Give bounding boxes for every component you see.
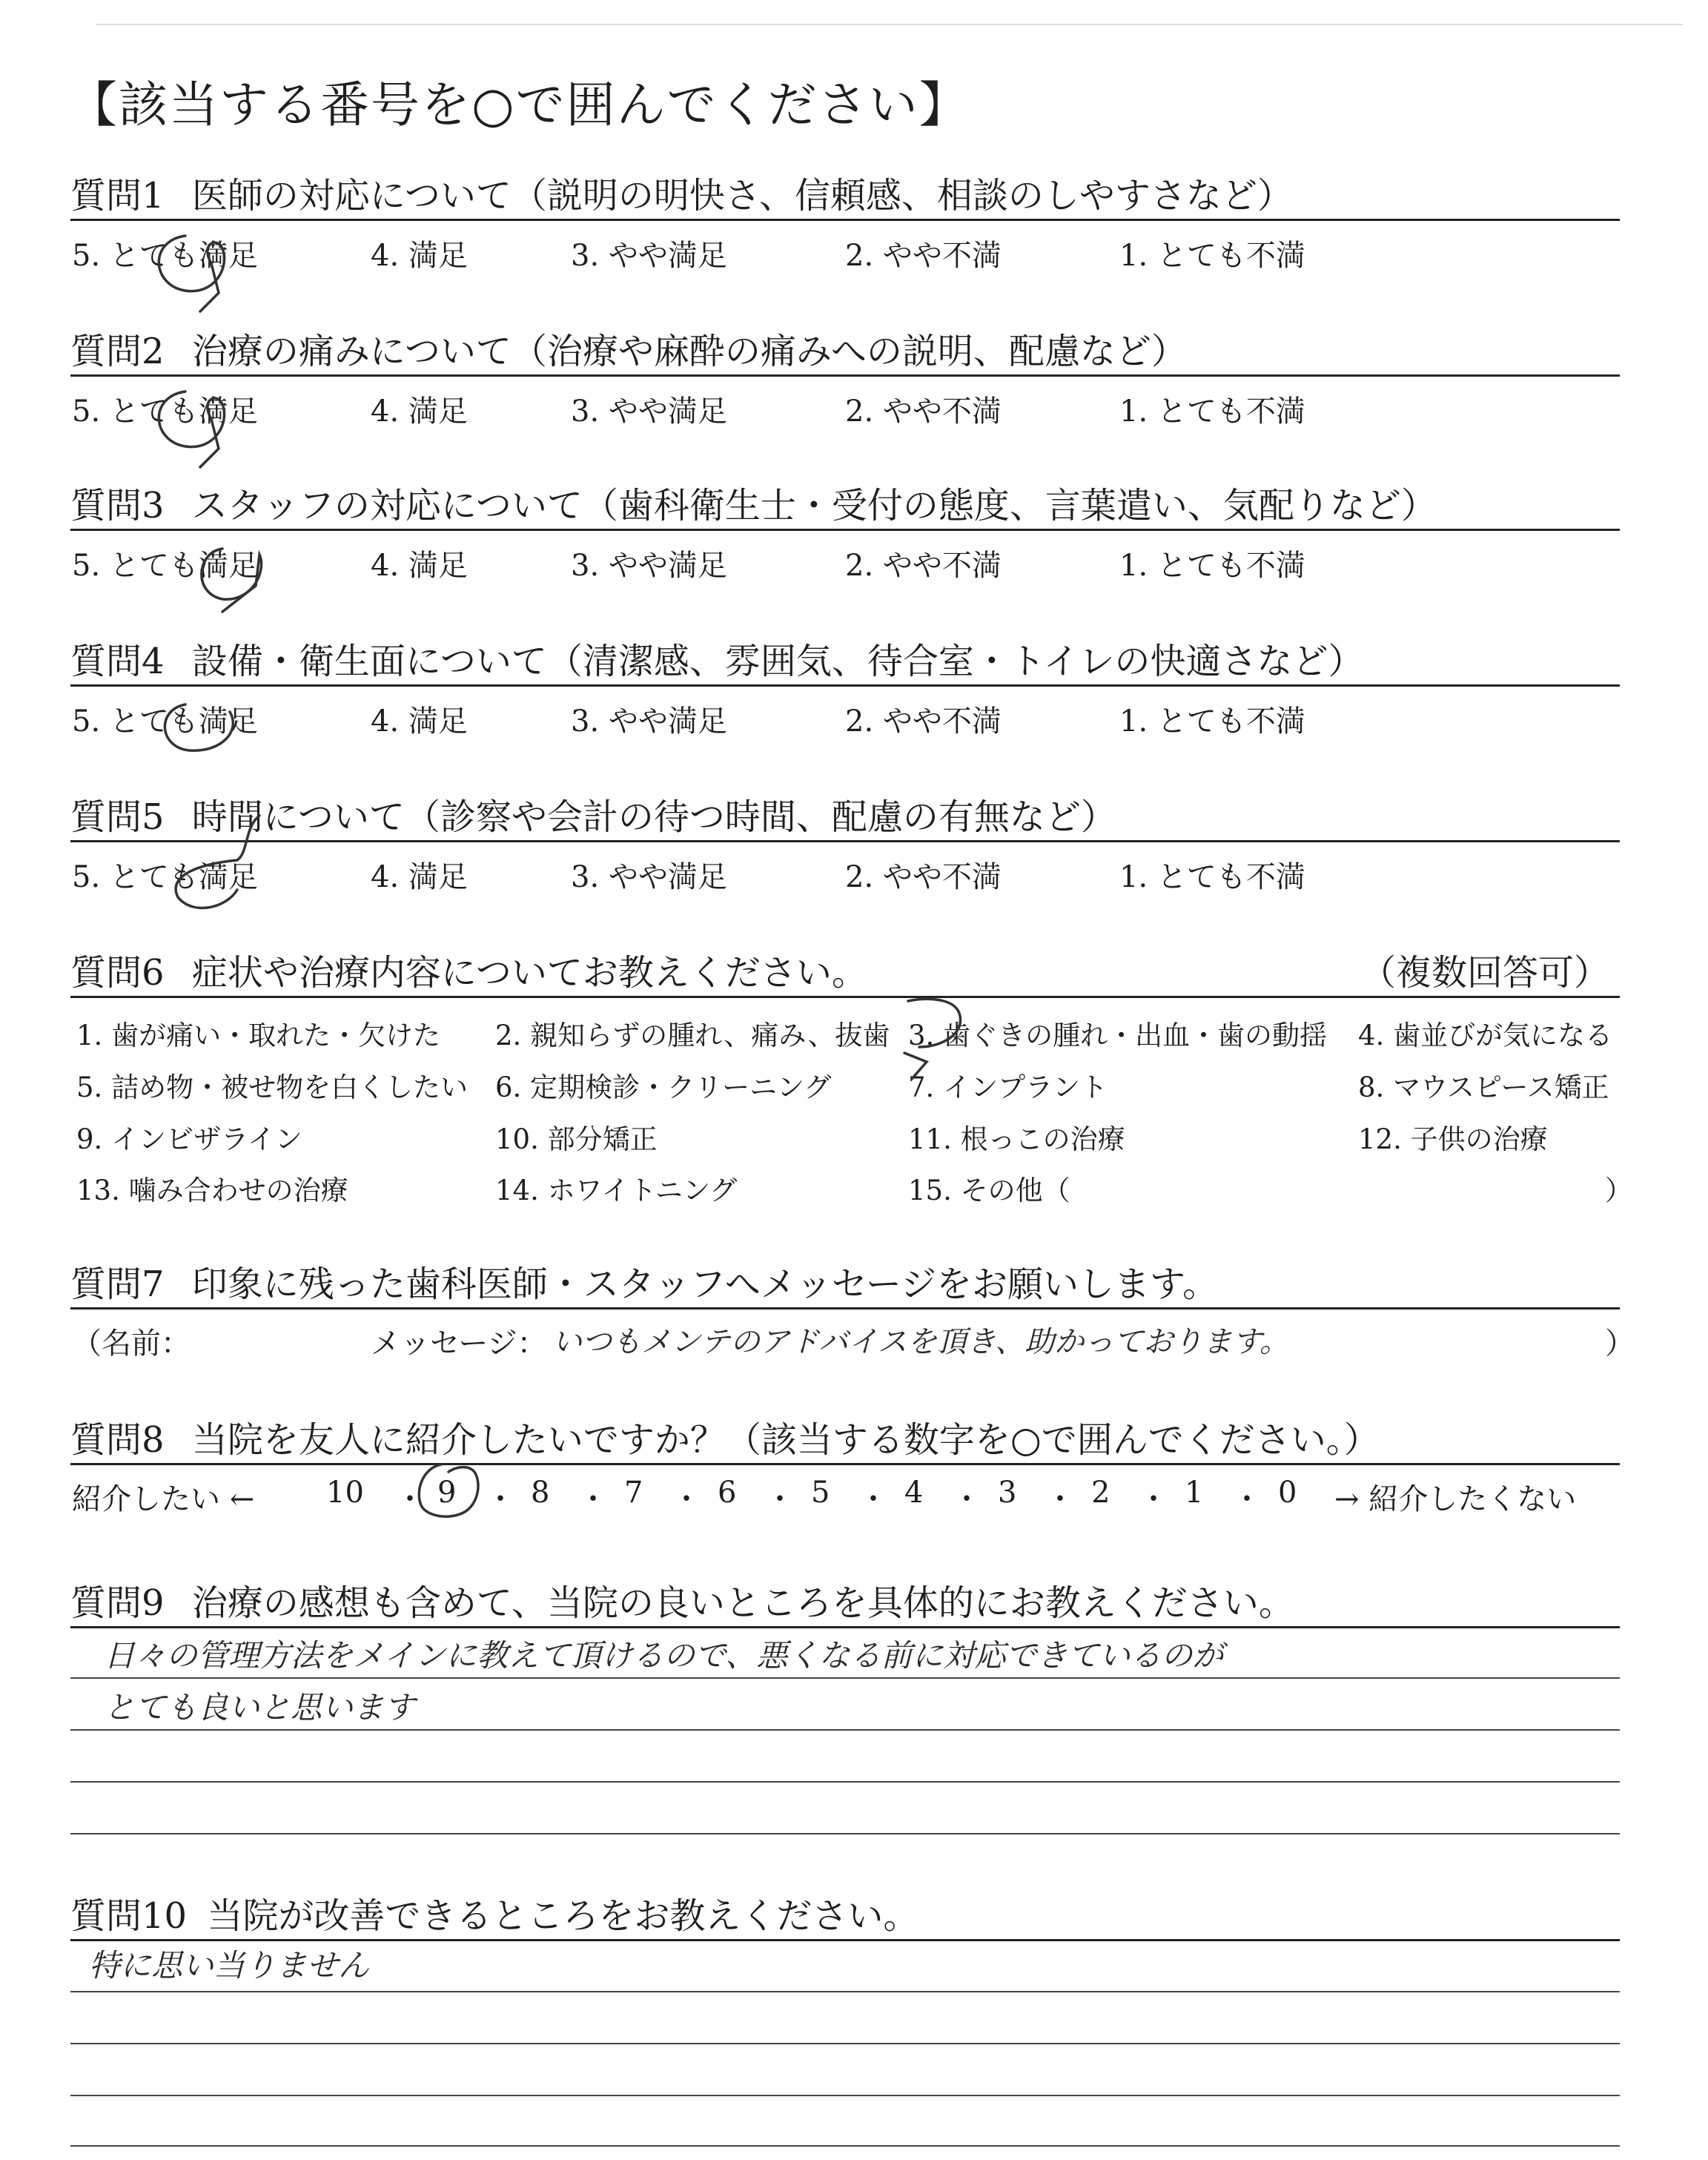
q2-option-4[interactable]: 4. 満足: [371, 394, 468, 429]
q5-selection-mark: [176, 816, 259, 908]
q8-separator: ・: [1045, 1482, 1075, 1516]
question-8-label: 質問8: [70, 1419, 165, 1461]
q8-right-label: → 紹介したくない: [1334, 1482, 1577, 1516]
question-3-label: 質問3: [70, 485, 165, 526]
q1-option-3[interactable]: 3. やや満足: [571, 239, 727, 273]
q6-choice-4[interactable]: 4. 歯並びが気になる: [1358, 1020, 1613, 1051]
q8-score-3[interactable]: 3: [998, 1476, 1017, 1510]
q6-choice-10[interactable]: 10. 部分矯正: [495, 1123, 658, 1155]
q2-option-2[interactable]: 2. やや不満: [845, 394, 1002, 429]
question-3-text: スタッフの対応について（歯科衛生士・受付の態度、言葉遣い、気配りなど）: [191, 485, 1437, 526]
q5-option-1[interactable]: 1. とても不満: [1119, 860, 1305, 894]
question-5-text: 時間について（診察や会計の待つ時間、配慮の有無など）: [191, 796, 1116, 838]
q6-choice-15-close: ）: [1605, 1175, 1632, 1206]
q2-option-5[interactable]: 5. とても満足: [72, 394, 258, 429]
question-8-text: 当院を友人に紹介したいですか？（該当する数字を○で囲んでください。）: [191, 1419, 1380, 1461]
q8-score-5[interactable]: 5: [811, 1476, 830, 1510]
q5-option-5[interactable]: 5. とても満足: [72, 860, 258, 894]
q8-separator: ・: [765, 1482, 795, 1516]
question-4-label: 質問4: [70, 641, 165, 682]
q6-choice-9[interactable]: 9. インビザライン: [76, 1123, 302, 1155]
question-2-text: 治療の痛みについて（治療や麻酔の痛みへの説明、配慮など）: [191, 331, 1187, 372]
question-10-text: 当院が改善できるところをお教えください。: [207, 1895, 919, 1937]
q1-option-2[interactable]: 2. やや不満: [845, 239, 1002, 273]
q8-separator: ・: [1232, 1482, 1262, 1516]
q1-selection-mark: [159, 236, 224, 311]
q6-choice-15[interactable]: 15. その他（: [908, 1175, 1070, 1206]
q10-answer-line-1[interactable]: 特に思い当りません: [89, 1947, 370, 1984]
q6-choice-5[interactable]: 5. 詰め物・被せ物を白くしたい: [76, 1071, 469, 1103]
q6-choice-7[interactable]: 7. インプラント: [908, 1071, 1108, 1103]
q6-choice-11[interactable]: 11. 根っこの治療: [908, 1123, 1125, 1155]
q8-score-0[interactable]: 0: [1278, 1476, 1297, 1510]
q1-option-5[interactable]: 5. とても満足: [72, 239, 258, 273]
q3-option-1[interactable]: 1. とても不満: [1119, 549, 1305, 583]
q8-score-7[interactable]: 7: [624, 1476, 643, 1510]
q7-message-label: メッセージ：: [371, 1327, 547, 1361]
q8-score-8[interactable]: 8: [531, 1476, 550, 1510]
q1-option-1[interactable]: 1. とても不満: [1119, 239, 1305, 273]
q3-selection-mark: [202, 549, 262, 612]
q7-close-paren: ）: [1605, 1327, 1635, 1361]
q4-option-1[interactable]: 1. とても不満: [1119, 704, 1305, 739]
q6-choice-3[interactable]: 3. 歯ぐきの腫れ・出血・歯の動揺: [908, 1020, 1328, 1051]
q7-name-label: （名前：: [72, 1327, 191, 1361]
question-9-label: 質問9: [70, 1582, 165, 1624]
q3-option-4[interactable]: 4. 満足: [371, 549, 468, 583]
question-7-label: 質問7: [70, 1264, 165, 1305]
q2-selection-mark: [159, 392, 224, 467]
q2-option-3[interactable]: 3. やや満足: [571, 394, 727, 429]
q8-score-9[interactable]: 9: [437, 1476, 457, 1510]
q8-separator: ・: [858, 1482, 888, 1516]
q8-separator: ・: [578, 1482, 608, 1516]
q3-option-2[interactable]: 2. やや不満: [845, 549, 1002, 583]
question-6-text: 症状や治療内容についてお教えください。: [191, 952, 867, 994]
q6-choice-12[interactable]: 12. 子供の治療: [1358, 1123, 1548, 1155]
q5-option-4[interactable]: 4. 満足: [371, 860, 468, 894]
q8-score-4[interactable]: 4: [904, 1476, 924, 1510]
q7-message-answer[interactable]: いつもメンテのアドバイスを頂き、助かっております。: [552, 1325, 1289, 1359]
q8-selection-mark: [419, 1464, 478, 1516]
q4-option-2[interactable]: 2. やや不満: [845, 704, 1002, 739]
page-title: 【該当する番号を○で囲んでください】: [68, 76, 970, 133]
q4-selection-mark: [165, 704, 233, 750]
q6-choice-2[interactable]: 2. 親知らずの腫れ、痛み、抜歯: [495, 1020, 890, 1051]
q3-option-5[interactable]: 5. とても満足: [72, 549, 258, 583]
question-1-text: 医師の対応について（説明の明快さ、信頼感、相談のしやすさなど）: [191, 175, 1293, 217]
q8-separator: ・: [672, 1482, 701, 1516]
question-1-label: 質問1: [70, 175, 165, 217]
question-10-label: 質問10: [70, 1895, 188, 1937]
q8-score-1[interactable]: 1: [1185, 1476, 1204, 1510]
q8-separator: ・: [486, 1482, 515, 1516]
q4-option-4[interactable]: 4. 満足: [371, 704, 468, 739]
question-5-label: 質問5: [70, 796, 165, 838]
question-6-note: （複数回答可）: [1360, 952, 1610, 994]
q4-option-5[interactable]: 5. とても満足: [72, 704, 258, 739]
q6-choice-6[interactable]: 6. 定期検診・クリーニング: [495, 1071, 832, 1103]
q6-choice-14[interactable]: 14. ホワイトニング: [495, 1175, 738, 1206]
q8-score-2[interactable]: 2: [1091, 1476, 1110, 1510]
q1-option-4[interactable]: 4. 満足: [371, 239, 468, 273]
q6-choice-13[interactable]: 13. 噛み合わせの治療: [76, 1175, 348, 1206]
q5-option-2[interactable]: 2. やや不満: [845, 860, 1002, 894]
q8-separator: ・: [952, 1482, 982, 1516]
question-4-text: 設備・衛生面について（清潔感、雰囲気、待合室・トイレの快適さなど）: [191, 641, 1364, 682]
q8-separator: ・: [1139, 1482, 1168, 1516]
question-7-text: 印象に残った歯科医師・スタッフへメッセージをお願いします。: [191, 1264, 1219, 1305]
q8-score-6[interactable]: 6: [718, 1476, 737, 1510]
q8-score-10[interactable]: 10: [326, 1476, 364, 1510]
q9-answer-line-2[interactable]: とても良いと思います: [104, 1689, 416, 1725]
q6-choice-1[interactable]: 1. 歯が痛い・取れた・欠けた: [76, 1020, 441, 1051]
q6-selection-mark: [904, 999, 961, 1079]
q8-separator: ・: [395, 1482, 425, 1516]
question-2-label: 質問2: [70, 331, 165, 372]
q5-option-3[interactable]: 3. やや満足: [571, 860, 727, 894]
q4-option-3[interactable]: 3. やや満足: [571, 704, 727, 739]
question-6-label: 質問6: [70, 952, 165, 994]
question-9-text: 治療の感想も含めて、当院の良いところを具体的にお教えください。: [191, 1582, 1294, 1624]
q3-option-3[interactable]: 3. やや満足: [571, 549, 727, 583]
q6-choice-8[interactable]: 8. マウスピース矯正: [1358, 1071, 1609, 1103]
q8-left-label: 紹介したい ←: [72, 1482, 255, 1516]
q2-option-1[interactable]: 1. とても不満: [1119, 394, 1305, 429]
q9-answer-line-1[interactable]: 日々の管理方法をメインに教えて頂けるので、悪くなる前に対応できているのが: [104, 1637, 1224, 1674]
